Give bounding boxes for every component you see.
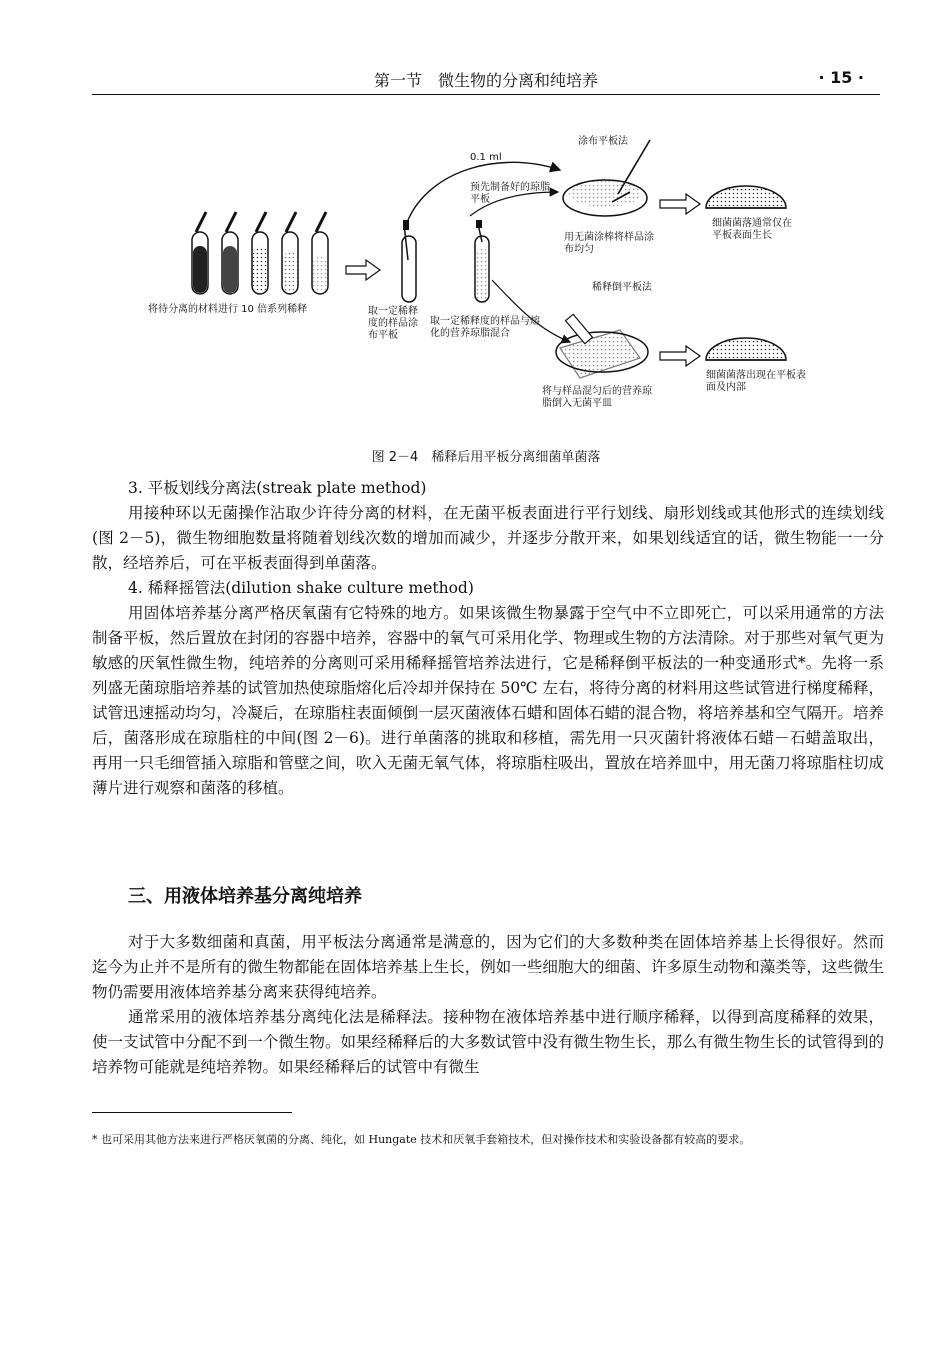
- tube-5: [312, 212, 328, 294]
- label-volume: 0.1 ml: [470, 152, 502, 163]
- page-number: · 15 ·: [818, 68, 864, 87]
- subheading-shake: 4. 稀释摇管法(dilution shake culture method): [128, 579, 474, 597]
- label-pour-action: 将与样品混匀后的营养琼脂倒入无菌平皿: [542, 386, 652, 409]
- spread-plate: [563, 140, 650, 216]
- body-section-2: [92, 930, 884, 1080]
- tube-2: [222, 212, 238, 294]
- running-header: [92, 62, 880, 95]
- label-take-mix: 取一定稀释度的样品与熔化的营养琼脂混合: [430, 316, 540, 339]
- body-section-1: [92, 476, 884, 801]
- label-dilution: 将待分离的材料进行 10 倍系列稀释: [148, 304, 308, 315]
- sample-tube-spread: [402, 220, 416, 302]
- label-pour-result: 细菌菌落出现在平板表面及内部: [706, 370, 806, 393]
- label-surface-result: 细菌菌落通常仅在平板表面生长: [712, 218, 792, 241]
- subheading-streak: 3. 平板划线分离法(streak plate method): [128, 479, 427, 497]
- dilution-tubes: [192, 212, 328, 294]
- section-heading: 三、用液体培养基分离纯培养: [128, 886, 362, 907]
- sample-tube-pour: [475, 220, 489, 302]
- paragraph-streak: 用接种环以无菌操作沾取少许待分离的材料，在无菌平板表面进行平行划线、扇形划线或其他形式的连续划线(图 2－5)，微生物细胞数量将随着划线次数的增加而减少，并逐步分散开来，如果划线适宜的话，微生物能一一分散，经培养后，可在平板表面得到单菌落。: [92, 504, 884, 572]
- paragraph-shake: 用固体培养基分离严格厌氧菌有它特殊的地方。如果该微生物暴露于空气中不立即死亡，可以采用通常的方法制备平板，然后置放在封闭的容器中培养，容器中的氧气可采用化学、物理或生物的方法清除。对于那些对氧气更为敏感的厌氧性微生物，纯培养的分离则可采用稀释摇管培养法进行，它是稀释倒平板法的一种变通形式*。先将一系列盛无菌琼脂培养基的试管加热使琼脂熔化后冷却并保持在 50℃ 左右，将待分离的材料用这些试管进行梯度稀释，试管迅速摇动均匀，冷凝后，在琼脂柱表面倾倒一层灭菌液体石蜡和固体石蜡的混合物，将培养基和空气隔开。培养后，菌落形成在琼脂柱的中间(图 2－6)。进行单菌落的挑取和移植，需先用一只灭菌针将液体石蜡－石蜡盖取出，再用一只毛细管插入琼脂和管壁之间，吹入无菌无氧气体，将琼脂柱吸出，置放在培养皿中，用无菌刀将琼脂柱切成薄片进行观察和菌落的移植。: [92, 604, 884, 797]
- pour-plate: [556, 314, 648, 378]
- figure-plate-dilution: [140, 120, 840, 440]
- paragraph-liquid-1: 对于大多数细菌和真菌，用平板法分离通常是满意的，因为它们的大多数种类在固体培养基上长得很好。然而迄今为止并不是所有的微生物都能在固体培养基上生长，例如一些细胞大的细菌、许多原生动物和藻类等，这些微生物仍需要用液体培养基分离来获得纯培养。: [92, 933, 884, 1001]
- label-prepared-plate: 预先制备好的琼脂平板: [470, 182, 550, 205]
- label-pour-method: 稀释倒平板法: [592, 282, 652, 293]
- arrow-to-surface-result: [660, 194, 700, 214]
- tube-4: [282, 212, 298, 294]
- label-spread-action: 用无菌涂棒将样品涂布均匀: [564, 232, 654, 255]
- label-spread-method: 涂布平板法: [578, 136, 628, 147]
- figure-caption: 图 2－4 稀释后用平板分离细菌单菌落: [371, 450, 601, 465]
- paragraph-liquid-2: 通常采用的液体培养基分离纯化法是稀释法。接种物在液体培养基中进行顺序稀释，以得到高度稀释的效果，使一支试管中分配不到一个微生物。如果经稀释后的大多数试管中没有微生物生长，那么有微生物生长的试管得到的培养物可能就是纯培养物。如果经稀释后的试管中有微生: [92, 1008, 884, 1076]
- tube-3: [252, 212, 268, 294]
- footnote: * 也可采用其他方法来进行严格厌氧菌的分离、纯化，如 Hungate 技术和厌氧手套箱技术，但对操作技术和实验设备都有较高的要求。: [92, 1133, 751, 1146]
- label-take-spread: 取一定稀释度的样品涂布平板: [368, 306, 418, 341]
- tube-1: [192, 212, 208, 294]
- internal-colonies-dish: [706, 338, 786, 360]
- arrow-to-pour-result: [660, 346, 700, 366]
- surface-colonies-dish: [706, 186, 786, 208]
- header-title: 第一节 微生物的分离和纯培养: [373, 71, 598, 90]
- arrow-to-sample: [346, 260, 380, 280]
- footnote-rule: [92, 1112, 292, 1113]
